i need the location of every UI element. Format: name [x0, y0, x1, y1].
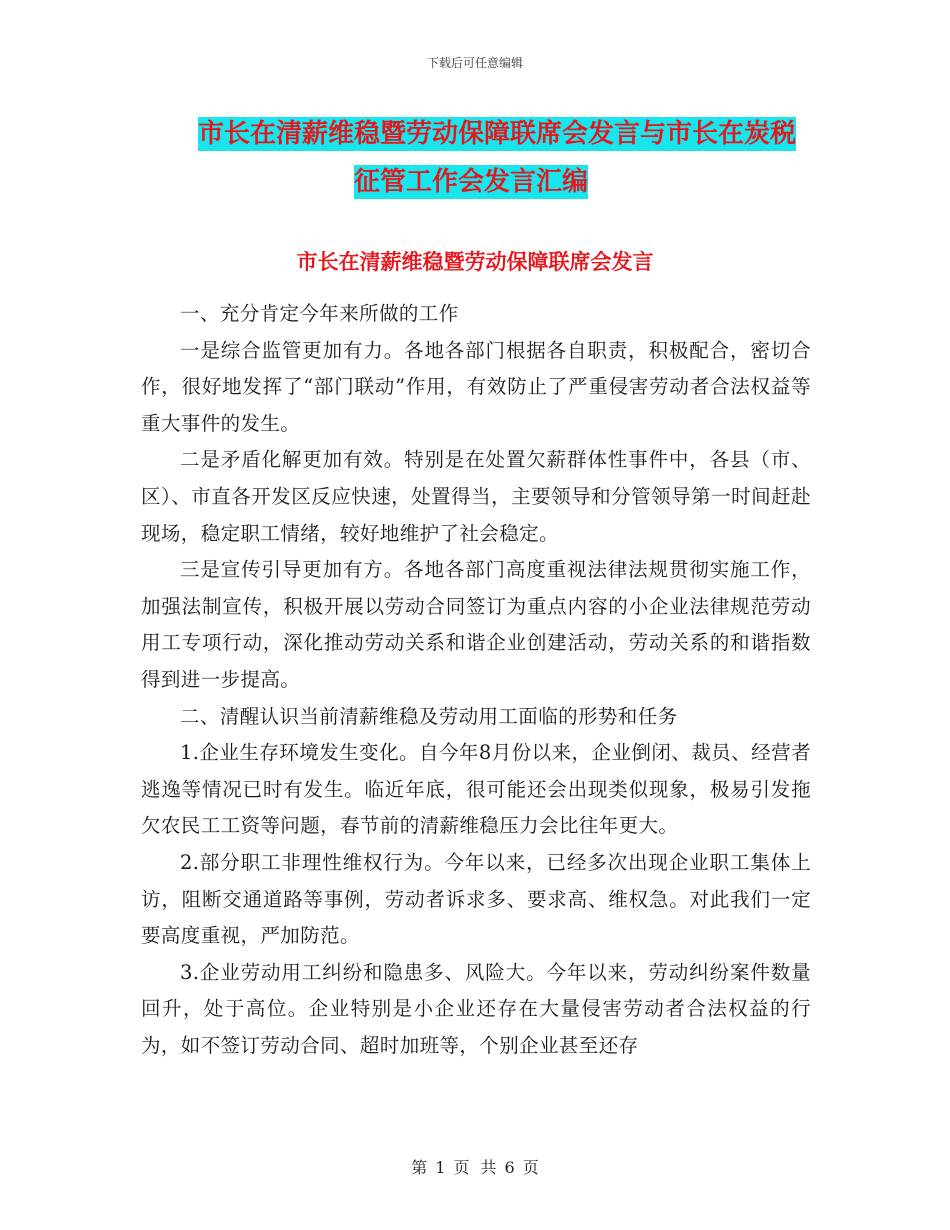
paragraph: 3.企业劳动用工纠纷和隐患多、风险大。今年以来，劳动纠纷案件数量回升，处于高位。企业特别是小企业还存在大量侵害劳动者合法权益的行为，如不签订劳动合同、超时加班等，个别企业甚至还存: [141, 960, 811, 1057]
title-line-2-text: 征管工作会发言汇编: [354, 167, 589, 197]
paragraph: 一、充分肯定今年来所做的工作: [180, 302, 459, 325]
paragraph: 一是综合监管更加有力。各地各部门根据各自职责，积极配合，密切合作，很好地发挥了“部门联动”作用，有效防止了严重侵害劳动者合法权益等重大事件的发生。: [141, 338, 811, 435]
title-line-1-text: 市长在清薪维稳暨劳动保障联席会发言与市长在炭税: [198, 119, 797, 149]
current-page-number: 1: [435, 1158, 446, 1177]
total-pages-number: 6: [504, 1158, 515, 1177]
paragraph: 二是矛盾化解更加有效。特别是在处置欠薪群体性事件中，各县（市、区）、市直各开发区反应快速，处置得当，主要领导和分管领导第一时间赶赴现场，稳定职工情绪，较好地维护了社会稳定。: [141, 448, 811, 545]
footer-label-end: 页: [522, 1158, 539, 1177]
document-title: [190, 110, 810, 206]
page-footer: [0, 1155, 950, 1178]
paragraph: 二、清醒认识当前清薪维稳及劳动用工面临的形势和任务: [180, 704, 678, 728]
footer-label-of: 页 共: [453, 1158, 497, 1177]
paragraph: 三是宣传引导更加有方。各地各部门高度重视法律法规贯彻实施工作，加强法制宣传，积极开展以劳动合同签订为重点内容的小企业法律规范劳动用工专项行动，深化推动劳动关系和谐企业创建活动，劳动关系的和谐指数得到进一步提高。: [141, 558, 811, 691]
title-line-2: [190, 158, 810, 206]
paragraph: 1.企业生存环境发生变化。自今年8月份以来，企业倒闭、裁员、经营者逃逸等情况已时有发生。临近年底，很可能还会出现类似现象，极易引发拖欠农民工工资等问题，春节前的清薪维稳压力会比往年更大。: [141, 741, 811, 838]
header-note: 下载后可任意编辑: [426, 56, 523, 70]
section-title: 市长在清薪维稳暨劳动保障联席会发言: [296, 250, 654, 274]
paragraph: 2.部分职工非理性维权行为。今年以来，已经多次出现企业职工集体上访，阻断交通道路等事例，劳动者诉求多、要求高、维权急。对此我们一定要高度重视，严加防范。: [141, 850, 811, 948]
footer-label-page: 第: [411, 1158, 428, 1177]
document-body: [141, 296, 811, 1064]
title-line-1: [190, 110, 810, 158]
